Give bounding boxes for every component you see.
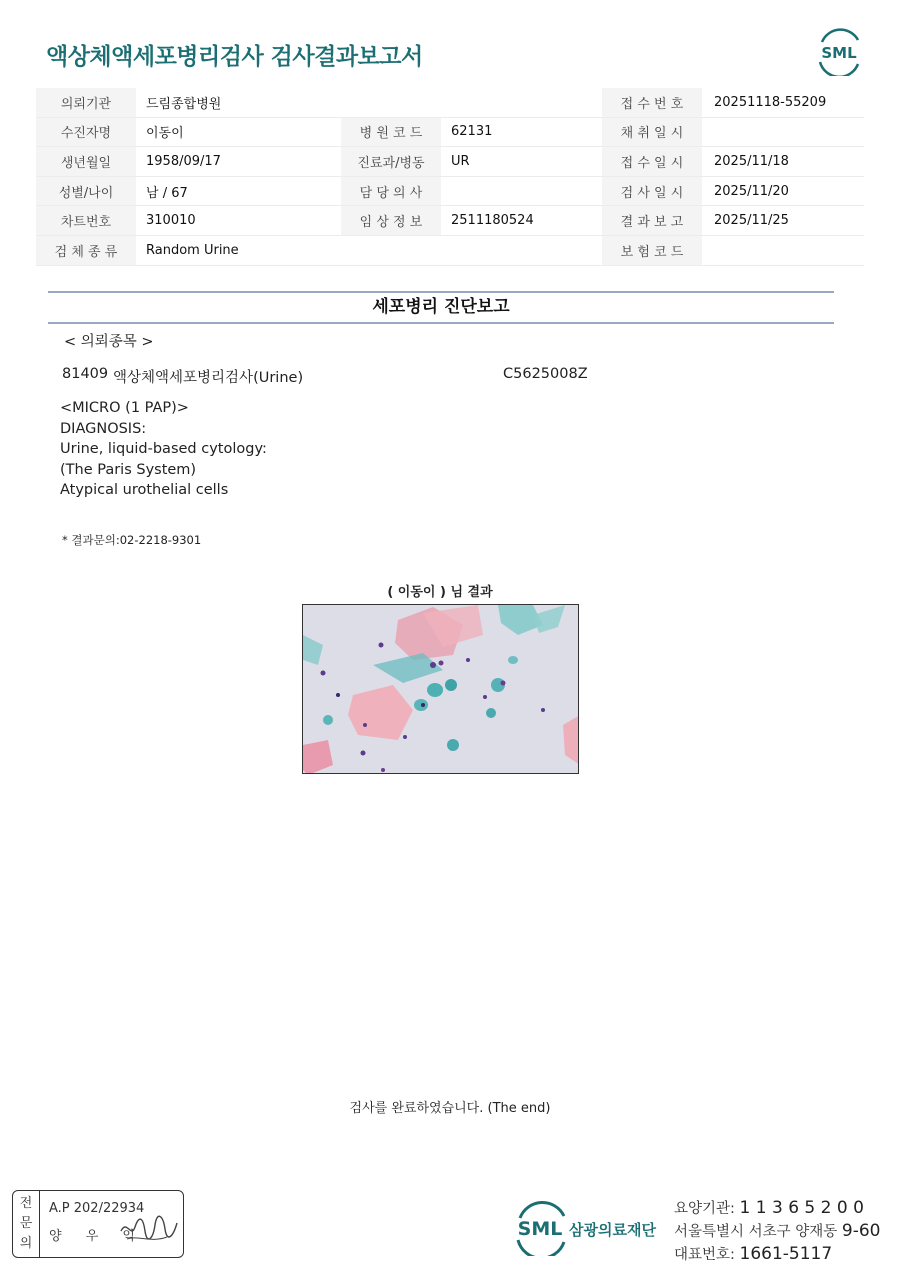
end-text: 검사를 완료하였습니다. (The end): [349, 1101, 551, 1116]
info-label: [341, 88, 441, 117]
sml-logo-icon: [812, 28, 866, 76]
footer-org-name: 삼광의료재단: [569, 1221, 656, 1239]
info-label: 차트번호: [36, 206, 136, 235]
info-value: [451, 177, 601, 206]
info-value: 2025/11/25: [714, 213, 789, 229]
stamp-char: 문: [19, 1216, 33, 1231]
info-label: 의뢰기관: [36, 88, 136, 117]
footer-value: 1 1 3 6 5 2 0 0: [739, 1198, 864, 1218]
info-row: [36, 147, 864, 177]
info-label: 담 당 의 사: [341, 177, 441, 206]
info-value: UR: [451, 153, 470, 169]
inquiry-contact: * 결과문의:02-2218-9301: [62, 533, 202, 547]
footer-phone: [674, 1243, 832, 1264]
logo-text: SML: [821, 44, 857, 62]
stamp-side-label: [13, 1191, 40, 1257]
info-value: [714, 118, 864, 147]
diagnosis-block: [60, 398, 267, 501]
info-value: [451, 236, 601, 265]
signature-icon: [117, 1209, 179, 1249]
info-row: [36, 118, 864, 148]
info-label: [341, 236, 441, 265]
info-label: 생년월일: [36, 147, 136, 176]
test-id: C5625008Z: [503, 366, 588, 382]
footer-value: 9-60: [841, 1221, 881, 1241]
diagnosis-line: Atypical urothelial cells: [60, 482, 229, 498]
stamp-char: 의: [19, 1236, 33, 1251]
info-label: 임 상 정 보: [341, 206, 441, 235]
patient-info-table: [36, 88, 864, 266]
info-value: [451, 88, 601, 117]
footer-label: 서울특별시 서초구 양재동: [674, 1224, 842, 1240]
diagnosis-line: DIAGNOSIS:: [60, 420, 147, 437]
info-value: 남 / 67: [146, 185, 188, 201]
info-value: 1958/09/17: [146, 153, 221, 169]
info-label: 접 수 번 호: [602, 88, 702, 117]
info-row: [36, 206, 864, 236]
document-title: 액상체액세포병리검사 검사결과보고서: [46, 44, 423, 70]
info-label: 성별/나이: [36, 177, 136, 206]
diagnosis-line: (The Paris System): [60, 461, 197, 478]
footer-label: 요양기관:: [674, 1201, 740, 1217]
info-row: [36, 236, 864, 266]
info-label: 검 사 일 시: [602, 177, 702, 206]
info-value: 20251118-55209: [714, 94, 827, 110]
info-row: [36, 177, 864, 207]
stamp-ap-number: A.P 202/22934: [49, 1201, 145, 1216]
info-label: 진료과/병동: [341, 147, 441, 176]
footer-value: 1661-5117: [739, 1244, 833, 1264]
section-title: 세포병리 진단보고: [372, 297, 510, 317]
info-value: 드림종합병원: [146, 96, 222, 112]
info-value: 2025/11/18: [714, 153, 789, 169]
info-label: 접 수 일 시: [602, 147, 702, 176]
stamp-char: 전: [19, 1196, 33, 1211]
info-row: [36, 88, 864, 118]
info-label: 병 원 코 드: [341, 118, 441, 147]
footer-label: 대표번호:: [674, 1247, 740, 1263]
order-label: < 의뢰종목 >: [64, 334, 154, 350]
info-value: 62131: [451, 124, 493, 140]
info-value: Random Urine: [146, 242, 239, 258]
info-value: 2025/11/20: [714, 183, 789, 199]
footer-institution-code: [674, 1197, 864, 1218]
footer-logo-text: SML: [517, 1218, 563, 1240]
info-label: 채 취 일 시: [602, 118, 702, 147]
info-value: [714, 236, 864, 265]
section-rule-bottom: [48, 322, 834, 324]
diagnosis-line: <MICRO (1 PAP)>: [60, 400, 189, 416]
info-value: 2511180524: [451, 213, 534, 229]
diagnosis-line: Urine, liquid-based cytology:: [60, 441, 267, 457]
info-label: 보 험 코 드: [602, 236, 702, 265]
footer-address: [674, 1220, 881, 1241]
info-value: 310010: [146, 213, 196, 229]
info-label: 수진자명: [36, 118, 136, 147]
stamp-doctor-name: 양 우 익: [49, 1229, 145, 1244]
info-label: 검 체 종 류: [36, 236, 136, 265]
test-name: 액상체액세포병리검사(Urine): [113, 370, 304, 386]
footer-sml-logo-icon: [510, 1200, 572, 1256]
result-caption: ( 이동이 ) 님 결과: [387, 585, 493, 600]
info-label: 결 과 보 고: [602, 206, 702, 235]
pathologist-stamp: [12, 1190, 184, 1258]
info-value: 이동이: [146, 126, 184, 142]
test-code: 81409: [62, 366, 109, 382]
cytology-image: [302, 604, 579, 774]
